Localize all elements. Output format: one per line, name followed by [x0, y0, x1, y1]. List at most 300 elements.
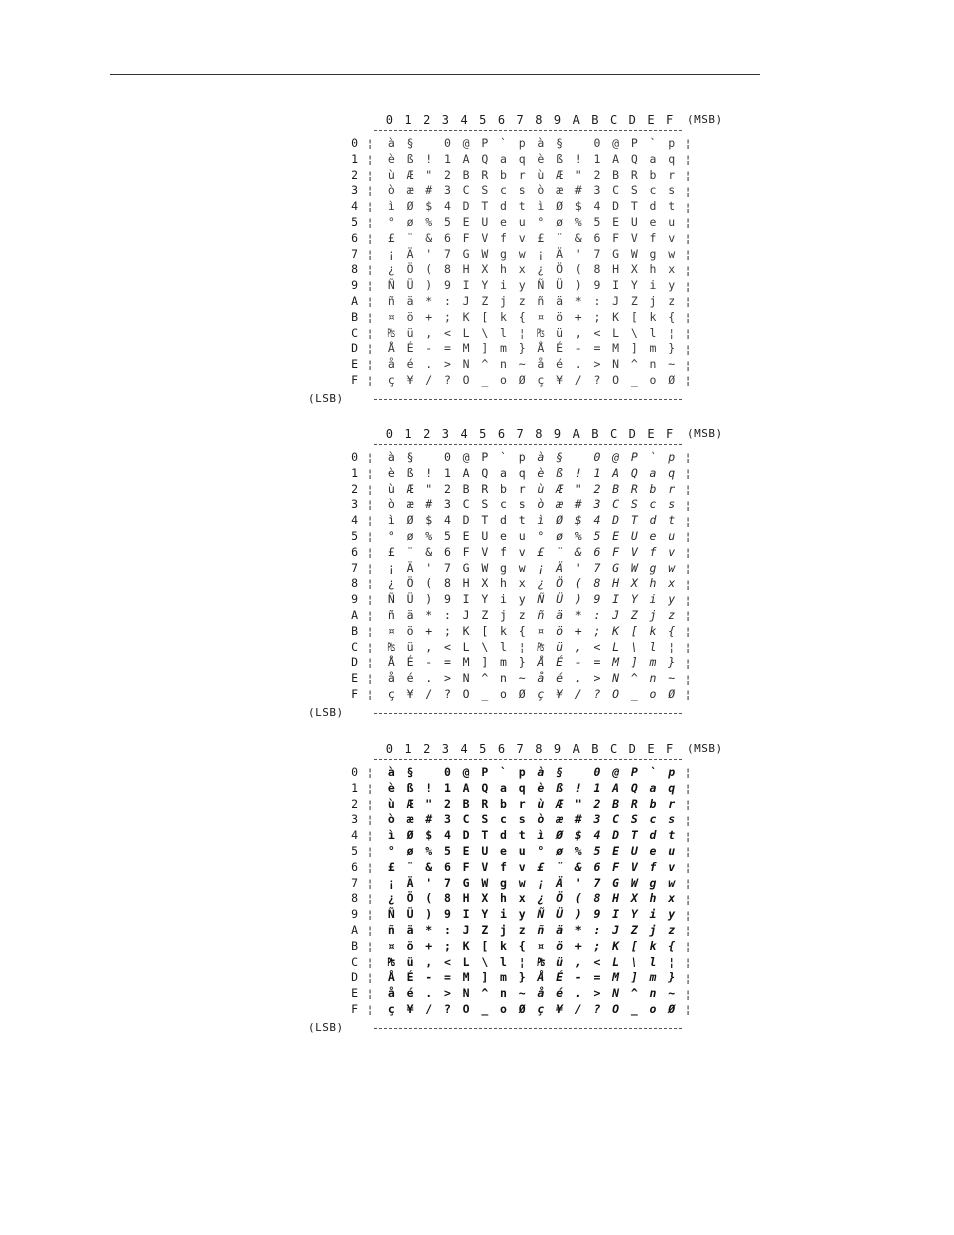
glyph-cell: ¡ [387, 246, 395, 261]
row-separator: ¦ [366, 797, 374, 811]
glyph-cell: ! [425, 465, 433, 480]
glyph-cell: ! [574, 151, 582, 166]
glyph-cell: 8 [443, 576, 451, 591]
glyph-cell: ' [574, 560, 582, 575]
glyph-cell: ! [425, 780, 433, 795]
glyph-cell: ' [425, 875, 433, 890]
row-label: 4 [351, 828, 358, 843]
row-label: F [351, 1001, 358, 1016]
glyph-cell: ° [537, 528, 545, 543]
glyph-cell: E [612, 214, 620, 229]
glyph-cell: N [462, 357, 470, 372]
row-label: 7 [351, 560, 358, 575]
glyph-cell: ¡ [537, 560, 545, 575]
glyph-cell: E [612, 843, 620, 858]
glyph-cell: ç [537, 1001, 545, 1016]
glyph-cell: : [593, 922, 601, 937]
glyph-cell: 3 [593, 812, 601, 827]
glyph-cell: - [425, 970, 433, 985]
glyph-cell: Y [630, 592, 638, 607]
glyph-cell: § [406, 450, 414, 464]
glyph-cell: ì [387, 199, 395, 214]
row-separator: ¦ [366, 656, 374, 670]
glyph-cell: O [462, 1001, 470, 1016]
glyph-cell: Ä [556, 246, 563, 261]
row-end-separator: ¦ [684, 577, 692, 591]
table-row [340, 986, 695, 1002]
glyph-cell: ¤ [537, 309, 545, 324]
lsb-label: (LSB) [308, 706, 344, 719]
row-separator: ¦ [366, 168, 374, 182]
glyph-cell: k [500, 623, 507, 638]
row-end-separator: ¦ [684, 955, 692, 969]
row-separator: ¦ [366, 640, 374, 654]
column-label: F [666, 113, 674, 127]
glyph-cell: ü [556, 325, 563, 340]
column-label: 1 [404, 113, 412, 127]
glyph-cell: ^ [481, 986, 489, 1001]
glyph-cell: K [462, 309, 470, 324]
glyph-cell: B [462, 167, 470, 182]
glyph-cell: & [574, 230, 582, 245]
glyph-cell: ö [406, 623, 414, 638]
row-cells [382, 497, 681, 513]
glyph-cell: m [500, 341, 507, 356]
glyph-cell: ò [537, 812, 545, 827]
glyph-cell: q [518, 780, 526, 795]
glyph-cell: 5 [593, 214, 601, 229]
glyph-cell: * [574, 922, 582, 937]
glyph-cell: 4 [443, 828, 451, 843]
glyph-cell: ù [537, 796, 545, 811]
glyph-cell: æ [406, 497, 414, 512]
glyph-cell: Ä [406, 246, 414, 261]
row-label: B [351, 623, 358, 638]
glyph-cell: ¤ [387, 938, 395, 953]
glyph-cell: W [630, 246, 638, 261]
glyph-cell: = [443, 341, 451, 356]
glyph-cell: ö [406, 938, 414, 953]
glyph-cell: 1 [443, 780, 451, 795]
glyph-cell: m [649, 655, 657, 670]
glyph-cell: 0 [443, 765, 451, 779]
glyph-cell: R [630, 796, 638, 811]
row-end-separator: ¦ [684, 829, 692, 843]
glyph-cell: z [518, 293, 526, 308]
glyph-cell: v [668, 544, 676, 559]
glyph-cell: ^ [630, 986, 638, 1001]
glyph-cell: n [500, 357, 507, 372]
row-cells [382, 529, 681, 545]
glyph-cell: Ø [556, 828, 563, 843]
glyph-cell: 6 [443, 544, 451, 559]
table-row [340, 183, 695, 199]
glyph-cell: h [649, 576, 657, 591]
glyph-cell: g [500, 560, 507, 575]
row-cells [382, 955, 681, 971]
glyph-cell: % [574, 528, 582, 543]
glyph-cell: _ [630, 686, 638, 701]
table-row [340, 294, 695, 310]
glyph-cell: N [612, 986, 620, 1001]
glyph-cell: G [462, 246, 470, 261]
row-cells [382, 860, 681, 876]
glyph-cell: z [668, 293, 676, 308]
row-cells [382, 765, 681, 781]
row-label: 9 [351, 592, 358, 607]
glyph-cell: V [630, 230, 638, 245]
glyph-cell: £ [387, 230, 395, 245]
row-cells [382, 262, 681, 278]
glyph-cell: a [500, 151, 507, 166]
row-label: 2 [351, 796, 358, 811]
msb-label: (MSB) [687, 742, 723, 755]
glyph-cell: ä [556, 293, 563, 308]
glyph-cell: ; [593, 623, 601, 638]
row-label: 2 [351, 481, 358, 496]
glyph-cell: Å [537, 655, 545, 670]
row-cells [382, 876, 681, 892]
column-label: C [609, 427, 618, 441]
glyph-cell: ¦ [518, 325, 526, 340]
glyph-cell: ° [537, 843, 545, 858]
row-cells [382, 545, 681, 561]
glyph-cell: < [443, 325, 451, 340]
glyph-cell: Ø [668, 372, 676, 387]
row-cells [382, 247, 681, 263]
row-end-separator: ¦ [684, 546, 692, 560]
glyph-cell: % [574, 214, 582, 229]
glyph-cell: ¥ [406, 686, 414, 701]
glyph-cell: [ [481, 623, 489, 638]
row-label: 2 [351, 167, 358, 182]
row-end-separator: ¦ [684, 342, 692, 356]
row-end-separator: ¦ [684, 451, 692, 465]
glyph-cell: ( [425, 576, 433, 591]
dashed-rule-top [374, 759, 682, 760]
column-label: 8 [535, 742, 543, 756]
glyph-cell: > [443, 671, 451, 686]
glyph-cell: r [668, 167, 676, 182]
table-row [340, 624, 695, 640]
glyph-cell: . [574, 671, 582, 686]
glyph-cell: g [649, 560, 657, 575]
glyph-cell: O [462, 372, 470, 387]
glyph-cell: W [630, 875, 638, 890]
row-cells [382, 576, 681, 592]
column-label: 4 [460, 113, 468, 127]
glyph-cell: å [387, 986, 395, 1001]
glyph-cell: ù [537, 167, 545, 182]
table-row [340, 923, 695, 939]
glyph-cell: 3 [593, 497, 601, 512]
glyph-cell: Ñ [537, 278, 545, 293]
glyph-cell: . [574, 357, 582, 372]
glyph-cell: I [612, 278, 620, 293]
glyph-cell: p [518, 450, 526, 464]
row-cells [382, 513, 681, 529]
row-label: 8 [351, 891, 358, 906]
glyph-cell: : [443, 293, 451, 308]
column-label: A [572, 427, 580, 441]
table-row [340, 955, 695, 971]
glyph-cell: ] [481, 341, 489, 356]
glyph-cell: æ [406, 812, 414, 827]
glyph-cell: S [481, 812, 489, 827]
glyph-cell: _ [630, 1001, 638, 1016]
glyph-cell: É [406, 341, 414, 356]
row-cells [382, 450, 681, 466]
glyph-cell: R [630, 167, 638, 182]
glyph-cell: ç [387, 686, 395, 701]
glyph-cell: Æ [556, 796, 563, 811]
glyph-cell: ¨ [556, 230, 563, 245]
glyph-cell: , [574, 639, 582, 654]
glyph-cell: D [612, 199, 620, 214]
glyph-cell: 0 [443, 136, 451, 150]
glyph-cell: ] [630, 655, 638, 670]
glyph-cell: Q [630, 465, 638, 480]
glyph-cell: * [574, 607, 582, 622]
glyph-cell: ( [425, 891, 433, 906]
glyph-cell: l [500, 954, 507, 969]
glyph-cell: & [425, 544, 433, 559]
glyph-cell: 6 [593, 230, 601, 245]
glyph-cell: q [668, 151, 676, 166]
glyph-cell: Z [630, 922, 638, 937]
glyph-cell: X [481, 576, 489, 591]
glyph-cell: r [668, 481, 676, 496]
glyph-cell: y [518, 592, 526, 607]
glyph-cell: / [574, 686, 582, 701]
glyph-cell: L [612, 639, 620, 654]
row-label: 3 [351, 183, 358, 198]
glyph-cell: m [649, 970, 657, 985]
row-end-separator: ¦ [684, 482, 692, 496]
glyph-cell: f [649, 230, 657, 245]
glyph-cell: ' [425, 246, 433, 261]
table-row [340, 970, 695, 986]
glyph-cell: @ [612, 765, 620, 779]
glyph-cell: é [406, 986, 414, 1001]
glyph-cell: ) [425, 278, 433, 293]
glyph-cell: ¨ [406, 544, 414, 559]
row-end-separator: ¦ [684, 168, 692, 182]
table-row [340, 828, 695, 844]
glyph-cell: O [612, 372, 620, 387]
glyph-cell: å [537, 986, 545, 1001]
lsb-label: (LSB) [308, 392, 344, 405]
row-separator: ¦ [366, 231, 374, 245]
glyph-cell: å [537, 671, 545, 686]
glyph-cell: u [518, 843, 526, 858]
glyph-cell: d [500, 513, 507, 528]
glyph-cell: h [500, 576, 507, 591]
glyph-cell: < [443, 954, 451, 969]
glyph-cell: ñ [387, 922, 395, 937]
glyph-cell: ¤ [537, 623, 545, 638]
glyph-cell: , [574, 954, 582, 969]
row-separator: ¦ [366, 971, 374, 985]
row-separator: ¦ [366, 987, 374, 1001]
column-label: 2 [423, 113, 431, 127]
glyph-cell [419, 765, 438, 781]
row-label: E [351, 986, 358, 1001]
row-separator: ¦ [366, 687, 374, 701]
table-row [340, 168, 695, 184]
glyph-cell: ; [443, 623, 451, 638]
glyph-cell: i [500, 592, 507, 607]
table-row [340, 136, 695, 152]
glyph-cell: q [518, 151, 526, 166]
glyph-cell: F [462, 230, 470, 245]
glyph-cell: N [612, 357, 620, 372]
glyph-cell: ) [574, 592, 582, 607]
table-row [340, 278, 695, 294]
glyph-cell: ñ [387, 607, 395, 622]
row-cells [382, 939, 681, 955]
column-label: 4 [460, 427, 468, 441]
row-cells [382, 923, 681, 939]
glyph-cell: . [425, 986, 433, 1001]
glyph-cell: ' [574, 875, 582, 890]
column-label: 0 [385, 113, 393, 127]
row-separator: ¦ [366, 326, 374, 340]
glyph-cell: L [612, 325, 620, 340]
glyph-cell: m [500, 970, 507, 985]
glyph-cell: 7 [443, 560, 451, 575]
glyph-cell: M [612, 970, 620, 985]
glyph-cell: 0 [443, 450, 451, 464]
glyph-cell: j [649, 293, 657, 308]
glyph-cell: Ö [406, 262, 414, 277]
row-label: 0 [351, 450, 358, 464]
glyph-cell: ¡ [537, 246, 545, 261]
glyph-cell: ] [481, 655, 489, 670]
glyph-cell: B [612, 796, 620, 811]
glyph-cell: Q [630, 780, 638, 795]
glyph-cell: V [481, 859, 489, 874]
row-separator: ¦ [366, 152, 374, 166]
glyph-cell: # [574, 812, 582, 827]
glyph-cell: # [574, 183, 582, 198]
glyph-cell: Q [630, 151, 638, 166]
row-cells [382, 797, 681, 813]
glyph-cell: ; [443, 309, 451, 324]
glyph-cell: 5 [443, 843, 451, 858]
glyph-cell: à [387, 765, 395, 779]
dashed-rule-top [374, 130, 682, 131]
glyph-cell: h [649, 891, 657, 906]
glyph-cell: ¿ [537, 891, 545, 906]
glyph-cell: 3 [443, 497, 451, 512]
glyph-cell: : [593, 293, 601, 308]
glyph-cell: Ñ [387, 907, 395, 922]
glyph-cell: y [518, 907, 526, 922]
glyph-cell: 2 [443, 481, 451, 496]
glyph-cell: ñ [537, 293, 545, 308]
glyph-cell: ¥ [556, 686, 563, 701]
glyph-cell: U [630, 214, 638, 229]
glyph-cell: 3 [443, 183, 451, 198]
glyph-cell: y [518, 278, 526, 293]
column-label: 3 [441, 742, 450, 756]
glyph-cell: ^ [481, 671, 489, 686]
glyph-cell: ö [556, 309, 563, 324]
glyph-cell: i [500, 907, 507, 922]
glyph-cell: S [481, 183, 489, 198]
glyph-cell: ß [556, 465, 563, 480]
row-cells [382, 561, 681, 577]
glyph-cell: j [649, 607, 657, 622]
glyph-cell: ) [425, 592, 433, 607]
glyph-cell: > [443, 986, 451, 1001]
glyph-cell: P [481, 136, 489, 150]
glyph-cell: M [462, 341, 470, 356]
glyph-cell: ò [387, 812, 395, 827]
glyph-cell: & [574, 859, 582, 874]
glyph-cell: ü [406, 639, 414, 654]
glyph-cell: ò [387, 183, 395, 198]
dashed-rule-top [374, 444, 682, 445]
glyph-cell: < [593, 954, 601, 969]
glyph-cell: R [481, 796, 489, 811]
glyph-cell: h [649, 262, 657, 277]
row-end-separator: ¦ [684, 672, 692, 686]
table-row [340, 687, 695, 703]
glyph-cell: è [537, 151, 545, 166]
glyph-cell: T [481, 828, 489, 843]
glyph-cell: _ [481, 1001, 489, 1016]
glyph-cell: ¿ [387, 262, 395, 277]
row-end-separator: ¦ [684, 813, 692, 827]
glyph-cell: N [462, 986, 470, 1001]
glyph-cell: K [612, 938, 620, 953]
glyph-cell: $ [574, 199, 582, 214]
glyph-cell: à [387, 136, 395, 150]
row-end-separator: ¦ [684, 279, 692, 293]
glyph-cell: V [630, 544, 638, 559]
row-end-separator: ¦ [684, 987, 692, 1001]
row-separator: ¦ [366, 451, 374, 464]
row-separator: ¦ [366, 358, 374, 372]
glyph-cell: ä [556, 607, 563, 622]
glyph-cell: x [668, 891, 676, 906]
glyph-cell: é [556, 986, 563, 1001]
glyph-cell: r [518, 167, 526, 182]
column-label: 0 [385, 427, 393, 441]
glyph-cell: - [574, 970, 582, 985]
glyph-cell: W [630, 560, 638, 575]
glyph-cell: ; [593, 938, 601, 953]
glyph-cell: ` [649, 136, 657, 150]
table-row [340, 939, 695, 955]
glyph-cell: b [649, 167, 657, 182]
glyph-cell: Z [630, 607, 638, 622]
glyph-cell: a [500, 465, 507, 480]
glyph-cell: ö [406, 309, 414, 324]
glyph-cell: æ [406, 183, 414, 198]
row-cells [382, 844, 681, 860]
glyph-cell: O [612, 686, 620, 701]
row-label: 8 [351, 576, 358, 591]
glyph-cell: T [630, 513, 638, 528]
column-label: C [609, 113, 618, 127]
glyph-cell: B [612, 167, 620, 182]
glyph-cell: X [630, 262, 638, 277]
character-table-3 [300, 741, 760, 1041]
row-end-separator: ¦ [684, 232, 692, 246]
